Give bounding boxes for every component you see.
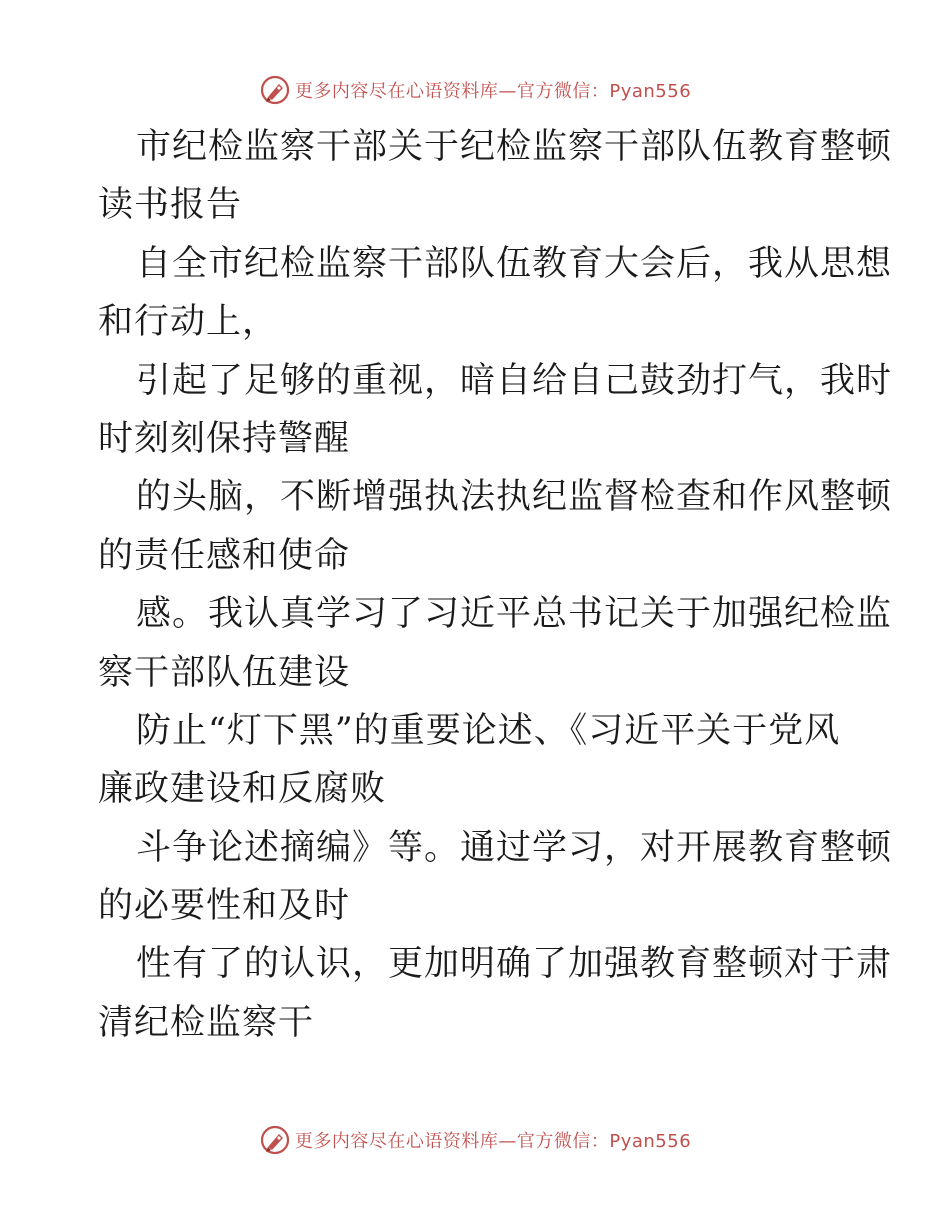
document-body bbox=[98, 118, 893, 1052]
pen-nib-logo-icon bbox=[259, 1124, 291, 1156]
text-line: 性有了的认识，更加明确了加强教育整顿对于肃 bbox=[136, 944, 893, 985]
watermark-text bbox=[295, 1127, 691, 1153]
header-watermark bbox=[0, 70, 950, 110]
text-line: 廉政建设和反腐败 bbox=[98, 769, 387, 810]
footer-watermark bbox=[0, 1120, 950, 1160]
text-line: 的责任感和使命 bbox=[98, 535, 351, 576]
text-line: 时刻刻保持警醒 bbox=[98, 418, 351, 459]
text-line: 引起了足够的重视，暗自给自己鼓劲打气，我时 bbox=[136, 360, 893, 401]
watermark-separator: — bbox=[498, 81, 517, 102]
pen-nib-logo-icon bbox=[259, 74, 291, 106]
text-line: 的必要性和及时 bbox=[98, 886, 351, 927]
text-line: 感。我认真学习了习近平总书记关于加强纪检监 bbox=[136, 594, 893, 635]
watermark-wechat: 官方微信：Pyan556 bbox=[516, 81, 692, 102]
text-line: 斗争论述摘编》等。通过学习，对开展教育整顿 bbox=[136, 827, 893, 868]
text-line: 读书报告 bbox=[98, 185, 243, 226]
watermark-text bbox=[295, 77, 691, 103]
text-line: 察干部队伍建设 bbox=[98, 652, 351, 693]
text-line: 和行动上， bbox=[98, 302, 279, 343]
watermark-main: 更多内容尽在心语资料库 bbox=[294, 1131, 499, 1152]
watermark-separator: — bbox=[498, 1131, 517, 1152]
watermark-main: 更多内容尽在心语资料库 bbox=[294, 81, 499, 102]
text-line: 的头脑，不断增强执法执纪监督检查和作风整顿 bbox=[136, 477, 893, 518]
watermark-wechat: 官方微信：Pyan556 bbox=[516, 1131, 692, 1152]
text-line: 防止“灯下黑”的重要论述、《习近平关于党风 bbox=[136, 710, 841, 751]
text-line: 清纪检监察干 bbox=[98, 1002, 315, 1043]
text-line: 自全市纪检监察干部队伍教育大会后，我从思想 bbox=[136, 243, 893, 284]
text-line: 市纪检监察干部关于纪检监察干部队伍教育整顿 bbox=[136, 127, 893, 167]
